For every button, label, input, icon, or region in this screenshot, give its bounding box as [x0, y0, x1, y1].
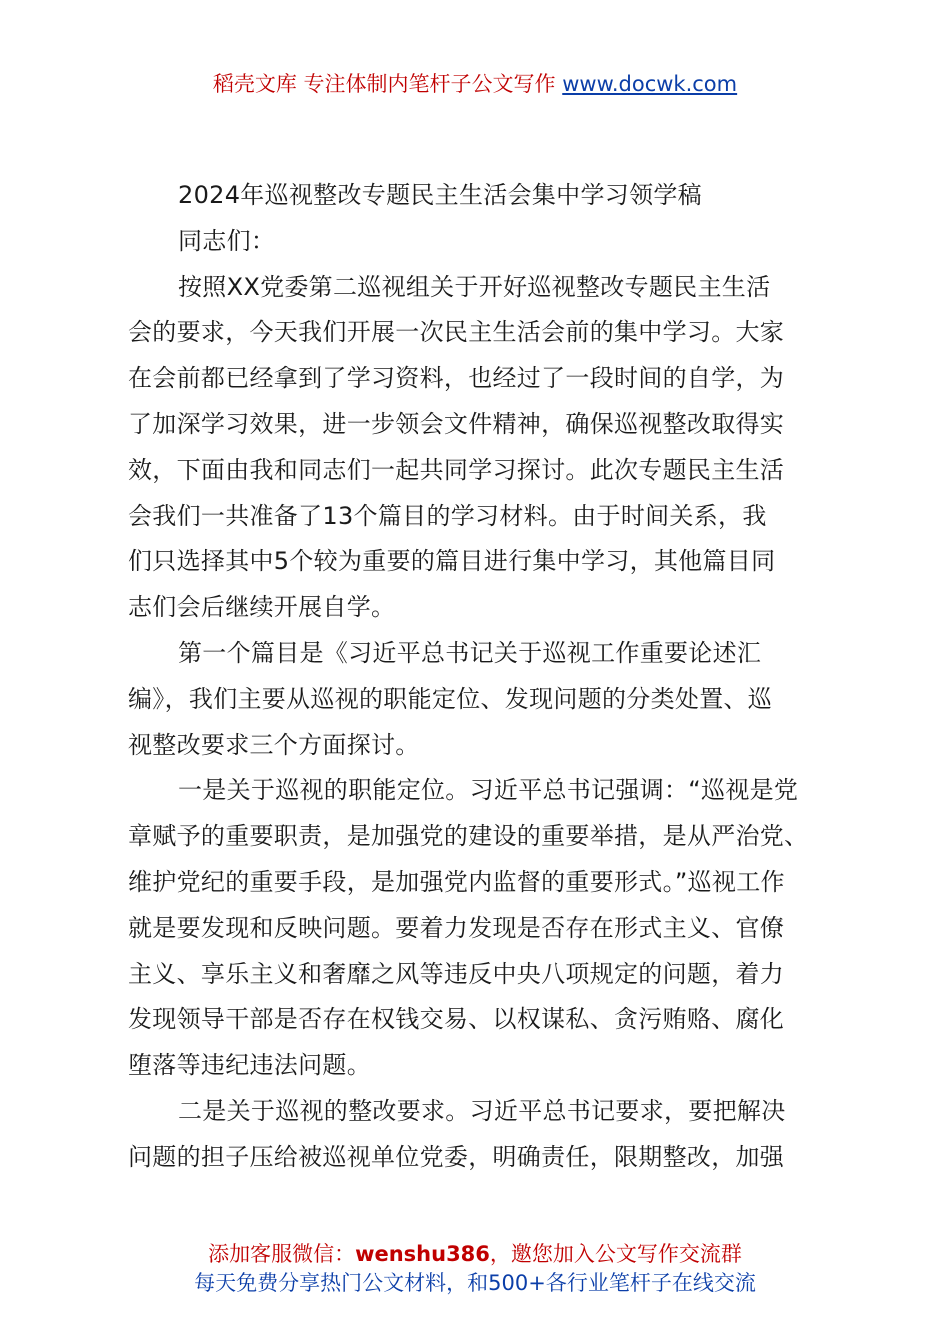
site-name: 稻壳文库 专注体制内笔杆子公文写作 [212, 72, 556, 96]
paragraph-line: 堕落等违纪违法问题。 [128, 1051, 371, 1080]
paragraph-line: 效，下面由我和同志们一起共同学习探讨。此次专题民主生活 [128, 455, 785, 484]
paragraph-line: 二是关于巡视的整改要求。习近平总书记要求，要把解决 [178, 1096, 786, 1125]
footer-contact-line [0, 1240, 950, 1269]
paragraph-line: 第一个篇目是《习近平总书记关于巡视工作重要论述汇 [178, 638, 762, 667]
paragraph [128, 1089, 828, 1181]
paragraph-line: 编》，我们主要从巡视的职能定位、发现问题的分类处置、巡 [128, 684, 773, 713]
paragraph [128, 631, 828, 768]
footer-contact-prefix: 添加客服微信： [208, 1242, 356, 1266]
footer-contact-suffix: ，邀您加入公文写作交流群 [489, 1242, 742, 1266]
footer-promo-line: 每天免费分享热门公文材料，和500+各行业笔杆子在线交流 [194, 1271, 756, 1295]
paragraph-line: 会的要求，今天我们开展一次民主生活会前的集中学习。大家 [128, 318, 785, 347]
paragraph-line: 章赋予的重要职责，是加强党的建设的重要举措，是从严治党、 [128, 822, 809, 851]
paragraph-line: 在会前都已经拿到了学习资料，也经过了一段时间的自学，为 [128, 364, 785, 393]
salutation: 同志们： [178, 226, 276, 255]
site-url-link[interactable]: www.docwk.com [562, 72, 738, 96]
watermark-header [0, 70, 950, 98]
paragraph-line: 一是关于巡视的职能定位。习近平总书记强调：“巡视是党 [178, 776, 799, 805]
document-title: 2024年巡视整改专题民主生活会集中学习领学稿 [178, 181, 702, 209]
paragraph-line: 就是要发现和反映问题。要着力发现是否存在形式主义、官僚 [128, 913, 785, 942]
wechat-id: wenshu386 [355, 1242, 490, 1266]
paragraph [128, 265, 828, 631]
document-body [128, 173, 828, 1181]
paragraph-line: 志们会后继续开展自学。 [128, 593, 396, 622]
paragraph-line: 主义、享乐主义和奢靡之风等违反中央八项规定的问题，着力 [128, 959, 785, 988]
paragraph-line: 发现领导干部是否存在权钱交易、以权谋私、贪污贿赂、腐化 [128, 1005, 785, 1034]
paragraph-line: 们只选择其中5个较为重要的篇目进行集中学习，其他篇目同 [128, 547, 776, 576]
paragraph-line: 视整改要求三个方面探讨。 [128, 730, 420, 759]
paragraph-line: 按照XX党委第二巡视组关于开好巡视整改专题民主生活 [178, 272, 771, 301]
paragraph-line: 会我们一共准备了13个篇目的学习材料。由于时间关系，我 [128, 501, 767, 530]
paragraph-line: 问题的担子压给被巡视单位党委，明确责任，限期整改，加强 [128, 1142, 785, 1171]
promo-footer [0, 1240, 950, 1298]
paragraph [128, 768, 828, 1089]
paragraph-line: 维护党纪的重要手段，是加强党内监督的重要形式。”巡视工作 [128, 867, 785, 896]
paragraph-line: 了加深学习效果，进一步领会文件精神，确保巡视整改取得实 [128, 409, 785, 438]
